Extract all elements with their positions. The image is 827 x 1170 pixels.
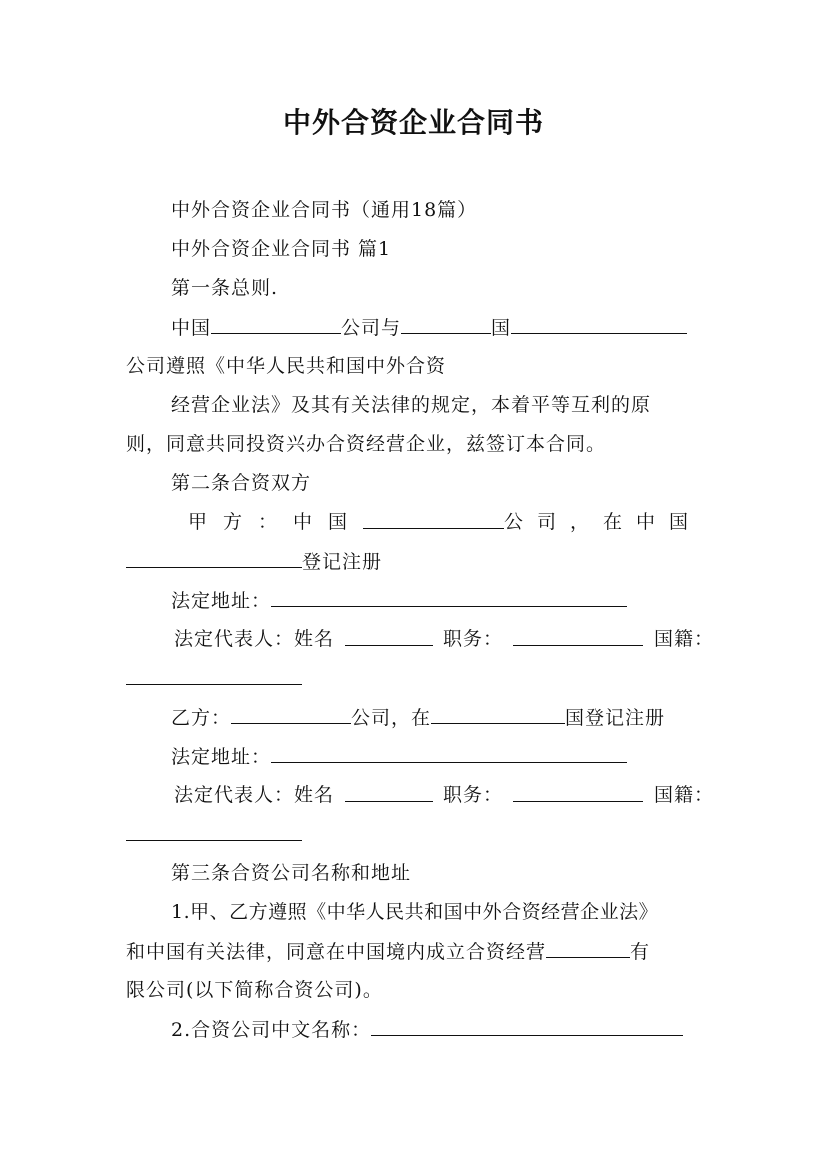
article3-p1-line2-end: 有 bbox=[630, 941, 651, 963]
chinese-company-blank[interactable] bbox=[211, 315, 341, 334]
party-a-line bbox=[188, 510, 702, 534]
article2-heading: 第二条合资双方 bbox=[171, 472, 312, 494]
article1-country-label: 国 bbox=[491, 317, 512, 339]
party-a-register-blank[interactable] bbox=[126, 549, 302, 568]
party-b-nationality-line bbox=[126, 822, 702, 847]
party-a-register-text: 登记注册 bbox=[302, 551, 383, 573]
party-b-nationality-blank[interactable] bbox=[126, 822, 302, 841]
party-a-rep-title-blank[interactable] bbox=[513, 627, 643, 646]
article1-line3: 经营企业法》及其有关法律的规定，本着平等互利的原 bbox=[171, 394, 652, 416]
party-a-rep-name-label: 法定代表人：姓名 bbox=[174, 628, 335, 650]
article1-china-label: 中国 bbox=[171, 317, 212, 339]
article3-p1-line3: 限公司(以下简称合资公司)。 bbox=[126, 979, 383, 1001]
party-a-nationality-blank[interactable] bbox=[126, 666, 302, 685]
party-b-line bbox=[171, 705, 747, 730]
article1-line2: 公司遵照《中华人民共和国中外合资 bbox=[126, 355, 447, 377]
party-b-register-text: 国登记注册 bbox=[565, 707, 666, 729]
party-b-rep-nationality-label: 国籍： bbox=[653, 784, 714, 806]
party-a-rep-name-blank[interactable] bbox=[345, 627, 433, 646]
party-a-rep-nationality-label: 国籍： bbox=[653, 628, 714, 650]
party-a-address-blank[interactable] bbox=[271, 588, 627, 607]
article1-company-with: 公司与 bbox=[341, 317, 402, 339]
foreign-country-blank[interactable] bbox=[401, 315, 491, 334]
party-b-rep-title-label: 职务： bbox=[442, 784, 503, 806]
document-title: 中外合资企业合同书 bbox=[282, 106, 544, 139]
party-a-address-line bbox=[171, 588, 747, 613]
party-b-address-line bbox=[171, 744, 747, 769]
party-a-company-blank[interactable] bbox=[363, 510, 504, 529]
article3-heading: 第三条合资公司名称和地址 bbox=[171, 862, 412, 884]
article1-line1 bbox=[171, 315, 747, 340]
party-a-nationality-line bbox=[126, 666, 702, 691]
article3-p2-line bbox=[171, 1017, 747, 1042]
party-b-company-text: 公司，在 bbox=[351, 707, 432, 729]
article3-p1-line2 bbox=[126, 939, 702, 964]
article3-p2-label: 2.合资公司中文名称： bbox=[171, 1019, 372, 1041]
section-heading: 中外合资企业合同书 篇1 bbox=[171, 238, 392, 260]
article3-p1-line2-text: 和中国有关法律，同意在中国境内成立合资经营 bbox=[126, 941, 547, 963]
party-b-address-blank[interactable] bbox=[271, 744, 627, 763]
party-a-address-label: 法定地址： bbox=[171, 590, 272, 612]
party-a-label: 甲方：中国 bbox=[188, 511, 364, 533]
article3-p1-line1: 1.甲、乙方遵照《中华人民共和国中外合资经营企业法》 bbox=[171, 901, 659, 923]
party-b-country-blank[interactable] bbox=[431, 705, 565, 724]
party-a-rep-line bbox=[174, 627, 714, 651]
party-b-address-label: 法定地址： bbox=[171, 746, 272, 768]
party-a-register-line bbox=[126, 549, 702, 574]
party-b-rep-name-label: 法定代表人：姓名 bbox=[174, 784, 335, 806]
article1-heading: 第一条总则. bbox=[171, 277, 279, 299]
party-a-company-text: 公司，在中国 bbox=[503, 511, 702, 533]
chinese-name-blank[interactable] bbox=[371, 1017, 683, 1036]
party-b-rep-line bbox=[174, 783, 714, 807]
article1-line4: 则，同意共同投资兴办合资经营企业，兹签订本合同。 bbox=[126, 433, 607, 455]
document-subtitle: 中外合资企业合同书（通用18篇） bbox=[171, 199, 478, 221]
foreign-company-blank[interactable] bbox=[511, 315, 687, 334]
party-b-label: 乙方： bbox=[171, 707, 232, 729]
jv-company-name-blank[interactable] bbox=[546, 939, 630, 958]
party-b-company-blank[interactable] bbox=[231, 705, 351, 724]
party-b-rep-title-blank[interactable] bbox=[513, 783, 643, 802]
party-b-rep-name-blank[interactable] bbox=[345, 783, 433, 802]
party-a-rep-title-label: 职务： bbox=[442, 628, 503, 650]
